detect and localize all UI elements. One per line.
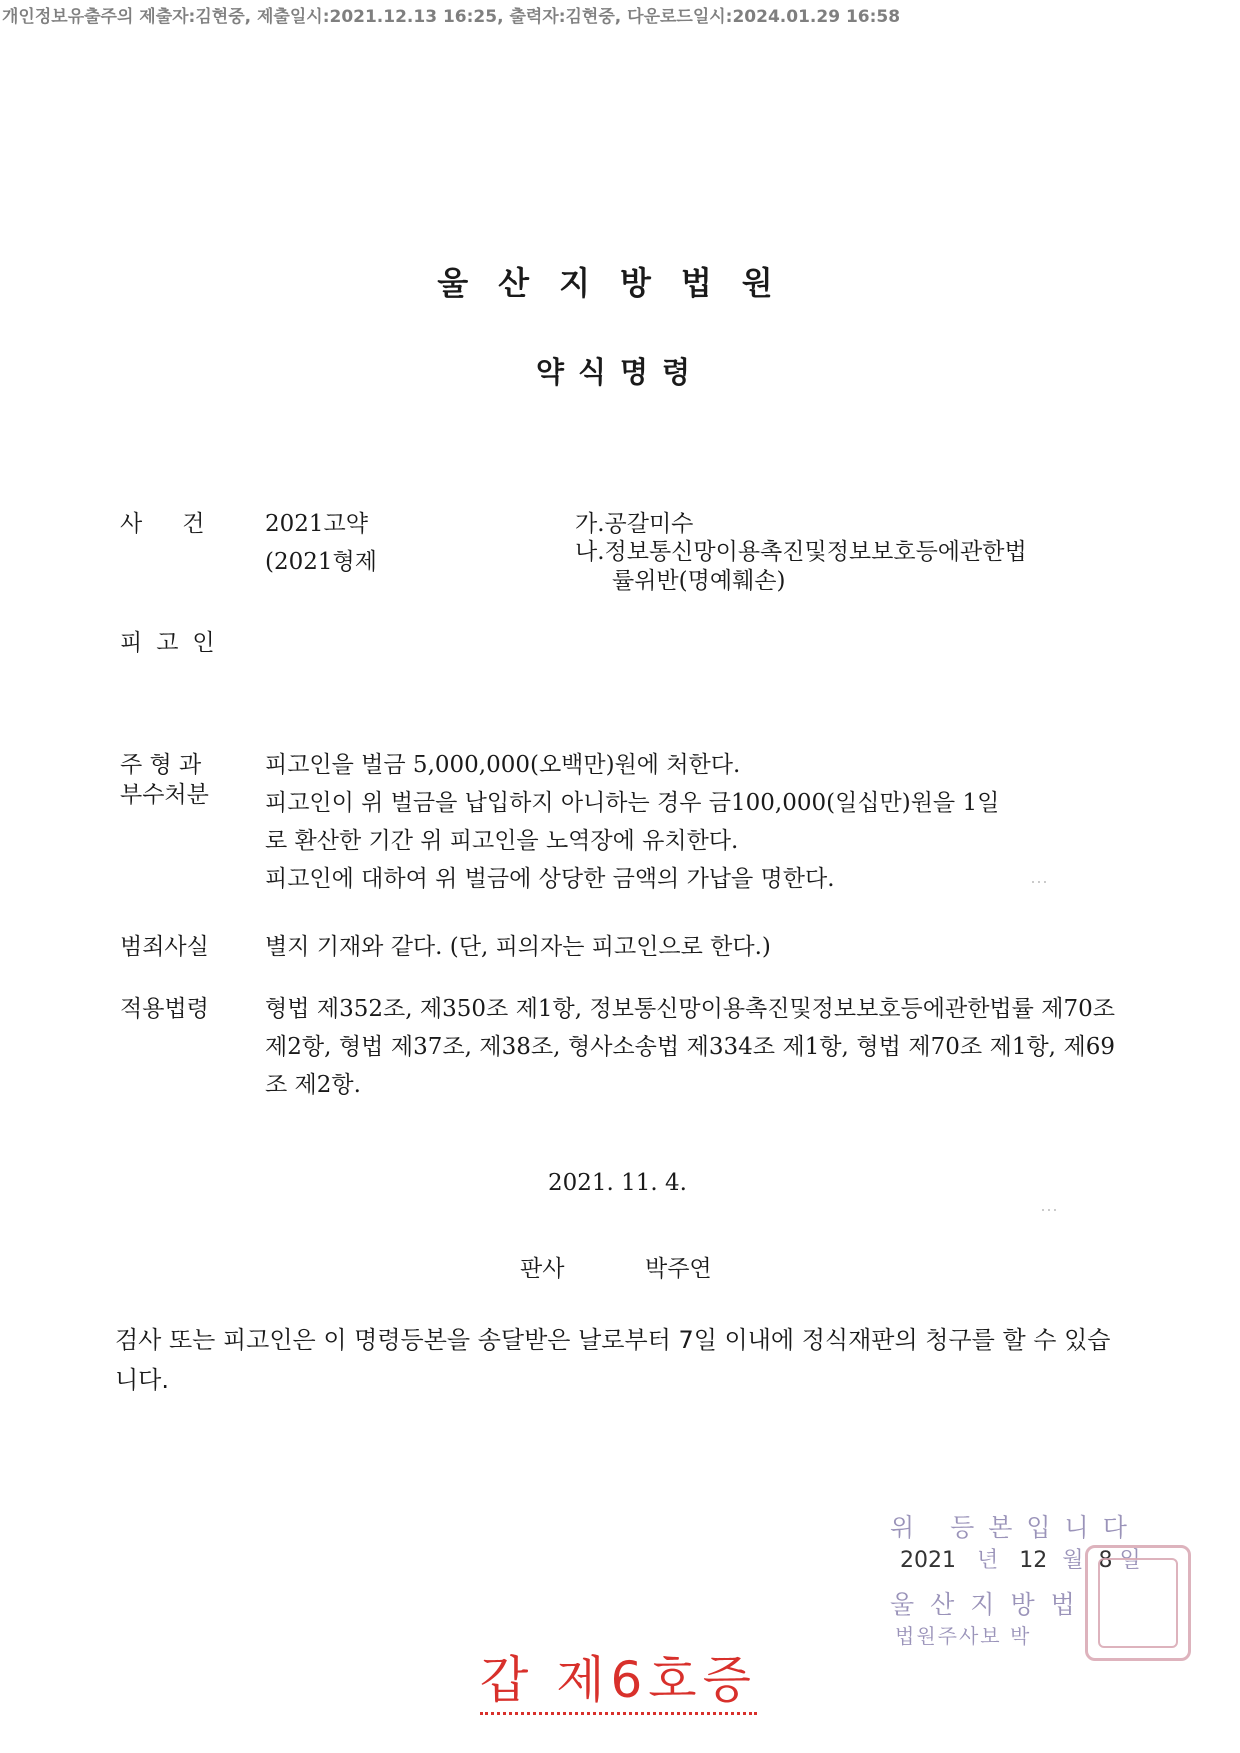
defendant-label: 피고인	[120, 630, 229, 656]
certified-officer: 법원주사보 박	[895, 1624, 1032, 1648]
sentence-text	[265, 746, 1115, 898]
document-title: 약식명령	[535, 355, 705, 389]
sentence-label-line2: 부수처분	[120, 782, 209, 808]
certified-month-unit: 월	[1062, 1548, 1084, 1573]
download-watermark: 개인정보유출주의 제출자:김현중, 제출일시:2021.12.13 16:25, 출력자:김현중, 다운로드일시:2024.01.29 16:58	[2, 7, 901, 27]
sentence-line-2: 피고인이 위 벌금을 납입하지 아니하는 경우 금100,000(일십만)원을 1일	[265, 790, 1000, 816]
decision-date: 2021. 11. 4.	[548, 1170, 687, 1196]
charge-b-line2: 률위반(명예훼손)	[612, 568, 786, 594]
certified-day: 8	[1098, 1548, 1113, 1573]
applicable-law-text: 형법 제352조, 제350조 제1항, 정보통신망이용촉진및정보보호등에관한법률 제70조 제2항, 형법 제37조, 제38조, 형사소송법 제334조 제1항, 형법 제70조 제1항, 제69조 제2항.	[265, 996, 1115, 1098]
case-sub-number: (2021형제	[265, 549, 377, 575]
applicable-law-label: 적용법령	[120, 996, 209, 1022]
sentence-line-1: 피고인을 벌금 5,000,000(오백만)원에 처한다.	[265, 752, 741, 778]
sentence-line-3: 로 환산한 기간 위 피고인을 노역장에 유치한다.	[265, 828, 739, 854]
charge-a: 가.공갈미수	[575, 511, 694, 537]
certified-year: 2021	[900, 1548, 956, 1573]
sentence-label-line1: 주 형 과	[120, 752, 202, 778]
scan-mark: ⋯	[1030, 872, 1048, 893]
certified-court: 울산지방법	[890, 1590, 1091, 1619]
certified-copy-line: 위 등본입니다	[890, 1513, 1141, 1542]
appeal-notice: 검사 또는 피고인은 이 명령등본을 송달받은 날로부터 7일 이내에 정식재판의 청구를 할 수 있습니다.	[115, 1326, 1111, 1394]
certified-month: 12	[1019, 1548, 1048, 1573]
crime-facts-label: 범죄사실	[120, 934, 209, 960]
case-label: 사건	[120, 511, 245, 537]
sentence-line-4: 피고인에 대하여 위 벌금에 상당한 금액의 가납을 명한다.	[265, 866, 835, 892]
judge-name: 박주연	[645, 1256, 712, 1282]
case-number: 2021고약	[265, 511, 368, 537]
certified-year-unit: 년	[977, 1548, 999, 1573]
certified-day-unit: 일	[1119, 1548, 1141, 1573]
crime-facts-text: 별지 기재와 같다. (단, 피의자는 피고인으로 한다.)	[265, 934, 771, 960]
court-name: 울산지방법원	[437, 264, 803, 302]
scan-mark: ⋯	[1040, 1200, 1058, 1221]
charge-b-line1: 나.정보통신망이용촉진및정보보호등에관한법	[575, 539, 1027, 565]
court-seal-icon	[1085, 1545, 1191, 1661]
judge-title: 판사	[520, 1256, 565, 1282]
exhibit-stamp: 갑 제6호증	[480, 1640, 757, 1715]
